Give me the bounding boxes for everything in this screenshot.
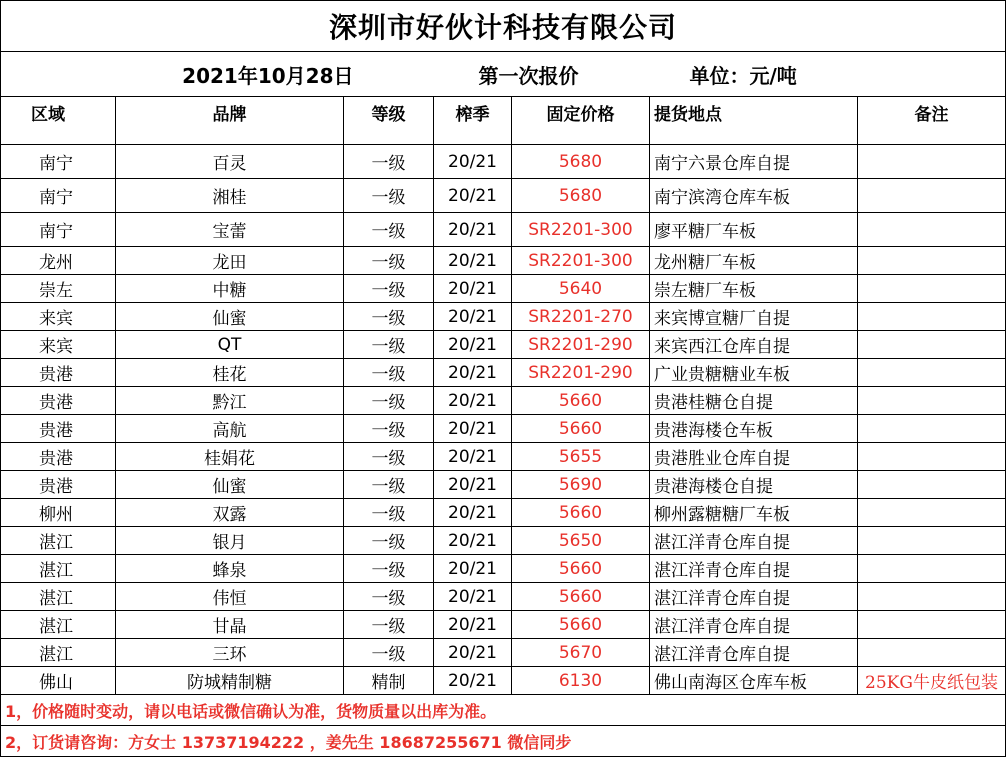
cell-region: 湛江	[1, 527, 116, 555]
cell-grade: 一级	[344, 179, 434, 213]
header-region: 区域	[1, 97, 116, 145]
cell-season: 20/21	[434, 471, 512, 499]
cell-grade: 一级	[344, 499, 434, 527]
table-row	[1, 359, 1006, 387]
cell-season: 20/21	[434, 555, 512, 583]
footer-note-1: 1，价格随时变动，请以电话或微信确认为准，货物质量以出库为准。	[1, 695, 1006, 726]
cell-note	[858, 443, 1006, 471]
cell-season: 20/21	[434, 415, 512, 443]
cell-brand: QT	[116, 331, 344, 359]
header-season: 榨季	[434, 97, 512, 145]
cell-grade: 一级	[344, 359, 434, 387]
table-row	[1, 555, 1006, 583]
cell-note: 25KG牛皮纸包装	[858, 667, 1006, 695]
cell-pickup: 湛江洋青仓库自提	[650, 611, 858, 639]
cell-note	[858, 275, 1006, 303]
cell-pickup: 广业贵糖糖业车板	[650, 359, 858, 387]
cell-brand: 三环	[116, 639, 344, 667]
cell-price: 5660	[512, 611, 650, 639]
cell-price: 5650	[512, 527, 650, 555]
cell-brand: 甘晶	[116, 611, 344, 639]
cell-pickup: 南宁滨湾仓库车板	[650, 179, 858, 213]
cell-grade: 一级	[344, 611, 434, 639]
quote-round: 第一次报价	[434, 52, 650, 97]
cell-season: 20/21	[434, 499, 512, 527]
table-row	[1, 611, 1006, 639]
footer-note-2: 2，订货请咨询：方女士 13737194222 ，姜先生 18687255671 微信同步	[1, 726, 1006, 757]
cell-brand: 银月	[116, 527, 344, 555]
cell-brand: 仙蜜	[116, 303, 344, 331]
cell-note	[858, 303, 1006, 331]
cell-season: 20/21	[434, 611, 512, 639]
cell-note	[858, 247, 1006, 275]
cell-note	[858, 583, 1006, 611]
header-pickup: 提货地点	[650, 97, 858, 145]
header-price: 固定价格	[512, 97, 650, 145]
cell-note	[858, 145, 1006, 179]
cell-region: 南宁	[1, 179, 116, 213]
table-row	[1, 667, 1006, 695]
cell-brand: 双露	[116, 499, 344, 527]
cell-region: 贵港	[1, 359, 116, 387]
table-row	[1, 275, 1006, 303]
cell-season: 20/21	[434, 443, 512, 471]
cell-grade: 一级	[344, 639, 434, 667]
cell-grade: 精制	[344, 667, 434, 695]
cell-grade: 一级	[344, 555, 434, 583]
cell-season: 20/21	[434, 331, 512, 359]
cell-note	[858, 555, 1006, 583]
cell-brand: 黔江	[116, 387, 344, 415]
cell-grade: 一级	[344, 387, 434, 415]
cell-grade: 一级	[344, 303, 434, 331]
table-row	[1, 639, 1006, 667]
cell-grade: 一级	[344, 247, 434, 275]
cell-brand: 桂娟花	[116, 443, 344, 471]
cell-note	[858, 331, 1006, 359]
price-unit: 单位：元/吨	[650, 52, 1006, 97]
header-brand: 品牌	[116, 97, 344, 145]
cell-brand: 百灵	[116, 145, 344, 179]
cell-pickup: 南宁六景仓库自提	[650, 145, 858, 179]
cell-region: 来宾	[1, 303, 116, 331]
table-row	[1, 145, 1006, 179]
cell-grade: 一级	[344, 471, 434, 499]
cell-season: 20/21	[434, 275, 512, 303]
cell-region: 贵港	[1, 471, 116, 499]
cell-price: 5680	[512, 145, 650, 179]
cell-region: 佛山	[1, 667, 116, 695]
cell-grade: 一级	[344, 583, 434, 611]
cell-season: 20/21	[434, 667, 512, 695]
cell-note	[858, 499, 1006, 527]
cell-brand: 龙田	[116, 247, 344, 275]
cell-region: 来宾	[1, 331, 116, 359]
cell-season: 20/21	[434, 639, 512, 667]
cell-grade: 一级	[344, 527, 434, 555]
cell-region: 贵港	[1, 443, 116, 471]
cell-pickup: 佛山南海区仓库车板	[650, 667, 858, 695]
table-row	[1, 415, 1006, 443]
cell-region: 湛江	[1, 583, 116, 611]
header-row	[1, 97, 1006, 145]
cell-season: 20/21	[434, 247, 512, 275]
cell-note	[858, 611, 1006, 639]
cell-brand: 高航	[116, 415, 344, 443]
cell-season: 20/21	[434, 583, 512, 611]
cell-pickup: 来宾博宣糖厂自提	[650, 303, 858, 331]
cell-season: 20/21	[434, 303, 512, 331]
cell-pickup: 贵港桂糖仓自提	[650, 387, 858, 415]
table-row	[1, 583, 1006, 611]
cell-region: 贵港	[1, 415, 116, 443]
cell-region: 南宁	[1, 213, 116, 247]
cell-pickup: 贵港胜业仓库自提	[650, 443, 858, 471]
cell-pickup: 龙州糖厂车板	[650, 247, 858, 275]
cell-brand: 桂花	[116, 359, 344, 387]
cell-price: SR2201-270	[512, 303, 650, 331]
cell-region: 南宁	[1, 145, 116, 179]
table-row	[1, 527, 1006, 555]
cell-season: 20/21	[434, 213, 512, 247]
cell-price: 5660	[512, 555, 650, 583]
header-note: 备注	[858, 97, 1006, 145]
cell-region: 湛江	[1, 611, 116, 639]
table-row	[1, 213, 1006, 247]
cell-region: 贵港	[1, 387, 116, 415]
cell-pickup: 贵港海楼仓自提	[650, 471, 858, 499]
cell-region: 柳州	[1, 499, 116, 527]
cell-brand: 宝蕾	[116, 213, 344, 247]
cell-pickup: 湛江洋青仓库自提	[650, 583, 858, 611]
cell-price: 5660	[512, 387, 650, 415]
cell-season: 20/21	[434, 359, 512, 387]
cell-grade: 一级	[344, 443, 434, 471]
cell-region: 崇左	[1, 275, 116, 303]
cell-grade: 一级	[344, 415, 434, 443]
cell-price: 5660	[512, 499, 650, 527]
cell-grade: 一级	[344, 213, 434, 247]
table-row	[1, 247, 1006, 275]
cell-season: 20/21	[434, 527, 512, 555]
cell-pickup: 湛江洋青仓库自提	[650, 639, 858, 667]
cell-grade: 一级	[344, 145, 434, 179]
company-title: 深圳市好伙计科技有限公司	[1, 1, 1006, 52]
table-row	[1, 303, 1006, 331]
cell-price: 5680	[512, 179, 650, 213]
cell-note	[858, 527, 1006, 555]
cell-price: 5670	[512, 639, 650, 667]
cell-season: 20/21	[434, 387, 512, 415]
table-row	[1, 443, 1006, 471]
cell-price: 5655	[512, 443, 650, 471]
cell-grade: 一级	[344, 331, 434, 359]
cell-note	[858, 359, 1006, 387]
cell-grade: 一级	[344, 275, 434, 303]
cell-price: 5640	[512, 275, 650, 303]
cell-price: 6130	[512, 667, 650, 695]
cell-note	[858, 415, 1006, 443]
table-row	[1, 471, 1006, 499]
header-grade: 等级	[344, 97, 434, 145]
cell-brand: 中糖	[116, 275, 344, 303]
cell-region: 湛江	[1, 639, 116, 667]
cell-pickup: 湛江洋青仓库自提	[650, 527, 858, 555]
cell-price: 5690	[512, 471, 650, 499]
cell-region: 湛江	[1, 555, 116, 583]
cell-pickup: 湛江洋青仓库自提	[650, 555, 858, 583]
cell-pickup: 柳州露糖糖厂车板	[650, 499, 858, 527]
cell-note	[858, 639, 1006, 667]
cell-pickup: 廖平糖厂车板	[650, 213, 858, 247]
cell-note	[858, 471, 1006, 499]
cell-price: SR2201-300	[512, 247, 650, 275]
cell-season: 20/21	[434, 179, 512, 213]
cell-pickup: 贵港海楼仓车板	[650, 415, 858, 443]
cell-season: 20/21	[434, 145, 512, 179]
cell-note	[858, 179, 1006, 213]
cell-brand: 伟恒	[116, 583, 344, 611]
table-row	[1, 387, 1006, 415]
table-row	[1, 331, 1006, 359]
cell-brand: 蜂泉	[116, 555, 344, 583]
cell-pickup: 来宾西江仓库自提	[650, 331, 858, 359]
cell-price: SR2201-290	[512, 359, 650, 387]
cell-note	[858, 213, 1006, 247]
cell-brand: 湘桂	[116, 179, 344, 213]
cell-price: SR2201-300	[512, 213, 650, 247]
cell-brand: 仙蜜	[116, 471, 344, 499]
cell-brand: 防城精制糖	[116, 667, 344, 695]
quote-date: 2021年10月28日	[1, 52, 434, 97]
table-row	[1, 499, 1006, 527]
cell-price: SR2201-290	[512, 331, 650, 359]
cell-region: 龙州	[1, 247, 116, 275]
cell-pickup: 崇左糖厂车板	[650, 275, 858, 303]
cell-price: 5660	[512, 583, 650, 611]
cell-price: 5660	[512, 415, 650, 443]
cell-note	[858, 387, 1006, 415]
table-row	[1, 179, 1006, 213]
